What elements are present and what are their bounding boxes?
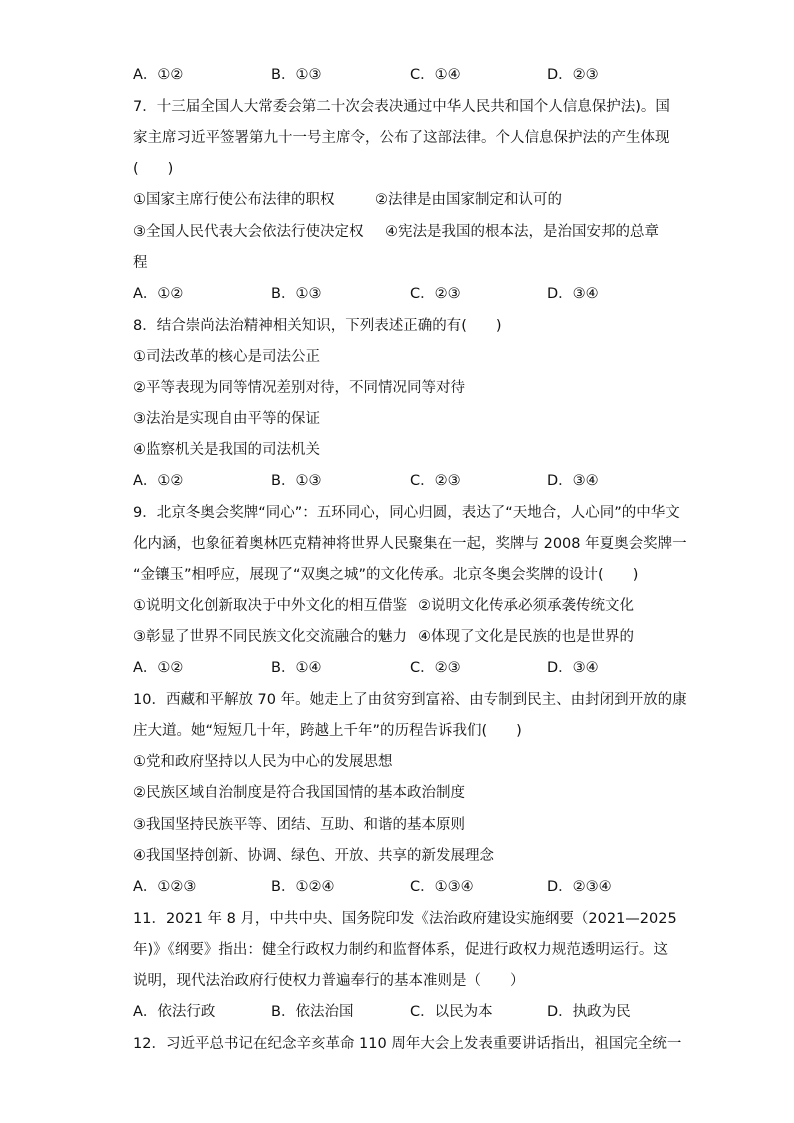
option-d[interactable]: D．②③	[547, 67, 599, 83]
q7-option-b[interactable]: B．①③	[271, 286, 322, 302]
q10-option-d[interactable]: D．②③④	[547, 879, 612, 895]
q8-option-d[interactable]: D．③④	[547, 473, 599, 489]
q9-option-c[interactable]: C．②③	[410, 660, 461, 676]
q9-item-2: ②说明文化传承必须承袭传统文化	[418, 598, 634, 614]
q7-option-a[interactable]: A．①②	[133, 286, 184, 302]
q11-option-d[interactable]: D．执政为民	[547, 1004, 631, 1020]
q9-option-d[interactable]: D．③④	[547, 660, 599, 676]
q10-item-2: ②民族区域自治制度是符合我国国情的基本政治制度	[133, 785, 465, 801]
q10-stem-line-2: 庄大道。她“短短几十年，跨越上千年”的历程告诉我们( )	[133, 723, 522, 739]
q8-item-4: ④监察机关是我国的司法机关	[133, 442, 320, 458]
q11-stem-line-1: 11．2021 年 8 月，中共中央、国务院印发《法治政府建设实施纲要（2021—2025	[133, 911, 677, 927]
q7-option-d[interactable]: D．③④	[547, 286, 599, 302]
q7-stem-line-1: 7．十三届全国人大常委会第二十次会表决通过中华人民共和国个人信息保护法)。国	[133, 99, 670, 115]
option-c[interactable]: C．①④	[410, 67, 461, 83]
q9-item-3: ③彰显了世界不同民族文化交流融合的魅力	[133, 629, 407, 645]
q10-stem-line-1: 10．西藏和平解放 70 年。她走上了由贫穷到富裕、由专制到民主、由封闭到开放的康	[133, 692, 687, 708]
q8-item-2: ②平等表现为同等情况差别对待，不同情况同等对待	[133, 380, 465, 396]
q11-option-b[interactable]: B．依法治国	[271, 1004, 354, 1020]
q8-option-c[interactable]: C．②③	[410, 473, 461, 489]
q9-item-1: ①说明文化创新取决于中外文化的相互借鉴	[133, 598, 407, 614]
option-b[interactable]: B．①③	[271, 67, 322, 83]
q10-option-c[interactable]: C．①③④	[410, 879, 474, 895]
q10-option-b[interactable]: B．①②④	[271, 879, 335, 895]
q7-option-c[interactable]: C．②③	[410, 286, 461, 302]
q9-stem-line-2: 化内涵，也象征着奥林匹克精神将世界人民聚集在一起，奖牌与 2008 年夏奥会奖牌一	[133, 536, 687, 552]
q9-option-b[interactable]: B．①④	[271, 660, 322, 676]
q7-item-4-continued: 程	[133, 255, 148, 271]
q10-item-1: ①党和政府坚持以人民为中心的发展思想	[133, 754, 393, 770]
option-a[interactable]: A．①②	[133, 67, 184, 83]
q8-stem: 8．结合崇尚法治精神相关知识，下列表述正确的有( )	[133, 318, 502, 334]
q9-option-a[interactable]: A．①②	[133, 660, 184, 676]
q7-item-3: ③全国人民代表大会依法行使决定权	[133, 224, 364, 240]
q9-item-4: ④体现了文化是民族的也是世界的	[418, 629, 634, 645]
q10-item-4: ④我国坚持创新、协调、绿色、开放、共享的新发展理念	[133, 848, 494, 864]
q9-stem-line-3: “金镶玉”相呼应，展现了“双奥之城”的文化传承。北京冬奥会奖牌的设计( )	[133, 567, 639, 583]
q8-option-b[interactable]: B．①③	[271, 473, 322, 489]
q7-stem-line-2: 家主席习近平签署第九十一号主席令，公布了这部法律。个人信息保护法的产生体现	[133, 130, 670, 146]
q10-item-3: ③我国坚持民族平等、团结、互助、和谐的基本原则	[133, 817, 465, 833]
q8-item-3: ③法治是实现自由平等的保证	[133, 411, 320, 427]
q12-stem: 12．习近平总书记在纪念辛亥革命 110 周年大会上发表重要讲话指出，祖国完全统一	[133, 1036, 682, 1052]
q7-item-1: ①国家主席行使公布法律的职权	[133, 192, 335, 208]
q11-stem-line-2: 年)》《纲要》指出：健全行政权力制约和监督体系，促进行政权力规范透明运行。这	[133, 942, 668, 958]
q7-item-4: ④宪法是我国的根本法，是治国安邦的总章	[385, 224, 659, 240]
q7-item-2: ②法律是由国家制定和认可的	[375, 192, 562, 208]
q8-item-1: ①司法改革的核心是司法公正	[133, 349, 320, 365]
q8-option-a[interactable]: A．①②	[133, 473, 184, 489]
q11-option-a[interactable]: A．依法行政	[133, 1004, 216, 1020]
q11-option-c[interactable]: C．以民为本	[410, 1004, 493, 1020]
q11-stem-line-3: 说明，现代法治政府行使权力普遍奉行的基本准则是（ ）	[133, 973, 525, 989]
q7-answer-blank: ( )	[133, 161, 174, 177]
q9-stem-line-1: 9．北京冬奥会奖牌“同心”：五环同心，同心归圆，表达了“天地合，人心同”的中华文	[133, 505, 680, 521]
q10-option-a[interactable]: A．①②③	[133, 879, 197, 895]
